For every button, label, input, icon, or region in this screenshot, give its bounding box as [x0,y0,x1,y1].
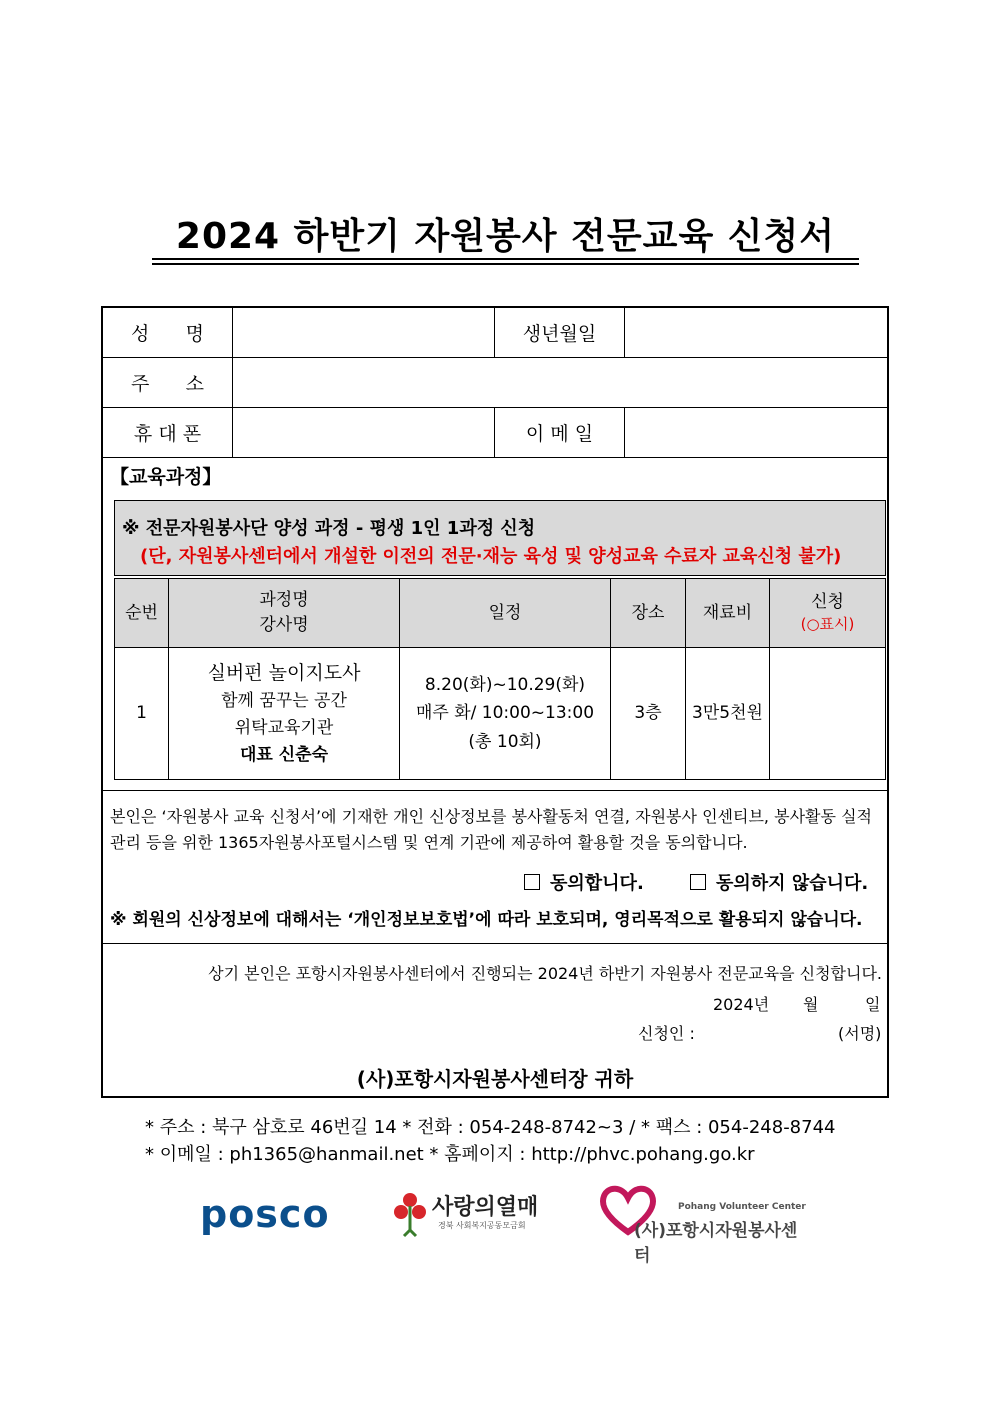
header-apply-text: 신청 [811,591,844,612]
schedule-count: (총 10회) [468,731,542,752]
header-instructor-text: 강사명 [259,615,309,635]
table-row-fee [685,647,770,780]
title-underline-bottom [152,263,859,265]
pvc-english-name: Pohang Volunteer Center [678,1202,806,1212]
section-divider [101,790,889,791]
page-title: 2024 하반기 자원봉사 전문교육 신청서 [175,216,836,257]
title-underline-top [152,258,859,260]
phone-label: 휴 대 폰 [133,423,202,445]
disagree-label: 동의하지 않습니다. [716,873,869,894]
place-text: 3층 [634,703,662,724]
course-org: 함께 꿈꾸는 공간 [221,690,347,711]
table-row-no [114,647,169,780]
header-place-text: 장소 [631,602,665,623]
email-field[interactable] [625,408,887,457]
agree-option[interactable] [524,869,644,895]
date-month: 월 [803,995,819,1014]
header-no [114,578,169,648]
application-statement: 상기 본인은 포항시자원봉사센터에서 진행되는 2024년 하반기 자원봉사 전문교육을 신청합니다. [208,964,882,983]
name-label: 성 명 [131,323,204,345]
course-notice-warning: (단, 자원봉사센터에서 개설한 이전의 전문·재능 육성 및 양성교육 수료자 교육신청 불가) [140,546,842,567]
fee-text: 3만5천원 [692,703,763,724]
table-row-schedule [399,647,611,780]
header-place [610,578,686,648]
disagree-checkbox[interactable] [690,874,706,890]
course-org-type: 위탁교육기관 [234,718,334,739]
header-apply-hint: (○표시) [800,615,855,634]
date-year: 2024년 [713,995,770,1014]
pvc-korean-name: (사)포항시자원봉사센터 [634,1221,798,1266]
phone-field[interactable] [233,408,494,457]
love-fruit-logo [392,1190,562,1240]
love-fruit-text: 사랑의열매 [432,1195,539,1220]
date-day: 일 [865,995,881,1014]
header-fee-text: 재료비 [702,602,753,623]
consent-text: 본인은 ‘자원봉사 교육 신청서’에 기재한 개인 신상정보를 봉사활동처 연결, 자원봉사 인센티브, 봉사활동 실적관리 등을 위한 1365자원봉사포털시스템 및 연계 기관에 제공하여 활용할 것을 동의합니다. [110,807,872,852]
course-name: 실버펀 놀이지도사 [207,661,361,684]
row-divider [101,457,889,458]
header-schedule-text: 일정 [488,602,522,623]
row-no-text: 1 [136,703,147,724]
footer-address: * 주소 : 북구 삼호로 46번길 14 * 전화 : 054-248-8742~3 / * 팩스 : 054-248-8744 [145,1117,836,1138]
schedule-dates: 8.20(화)~10.29(화) [424,675,586,696]
recipient: (사)포항시자원봉사센터장 귀하 [356,1067,634,1091]
apply-mark-field[interactable] [769,647,886,780]
header-no-text: 순번 [125,602,158,623]
pvc-logo [598,1182,808,1266]
agree-label: 동의합니다. [550,873,644,894]
header-course-text: 과정명 [259,590,309,611]
header-apply [769,578,886,648]
email-label: 이 메 일 [525,423,594,445]
address-field[interactable] [233,358,887,407]
footer-contact: * 이메일 : ph1365@hanmail.net * 홈페이지 : http://phvc.pohang.go.kr [145,1144,755,1165]
course-notice-main: ※ 전문자원봉사단 양성 과정 - 평생 1인 1과정 신청 [122,518,536,539]
signature-label: (서명) [838,1024,882,1043]
applicant-label: 신청인 : [638,1024,695,1043]
name-field[interactable] [233,308,494,357]
table-row-place [610,647,686,780]
privacy-note: ※ 회원의 신상정보에 대해서는 ‘개인정보보호법’에 따라 보호되며, 영리목적으로 활용되지 않습니다. [110,910,863,930]
course-instructor: 대표 신춘숙 [239,745,329,766]
love-fruit-subtext: 경북 사회복지공동모금회 [438,1221,526,1230]
posco-logo: posco [200,1192,330,1236]
header-course [168,578,400,648]
course-section-label: 【교육과정】 [110,466,222,488]
agree-checkbox[interactable] [524,874,540,890]
birth-label: 생년월일 [522,323,597,345]
love-fruit-icon [392,1190,428,1238]
disagree-option[interactable] [690,869,868,895]
address-label: 주 소 [131,373,204,395]
birth-field[interactable] [625,308,887,357]
section-divider [101,943,889,944]
table-row-course [168,647,400,780]
header-fee [685,578,770,648]
header-schedule [399,578,611,648]
schedule-time: 매주 화/ 10:00~13:00 [415,703,595,724]
